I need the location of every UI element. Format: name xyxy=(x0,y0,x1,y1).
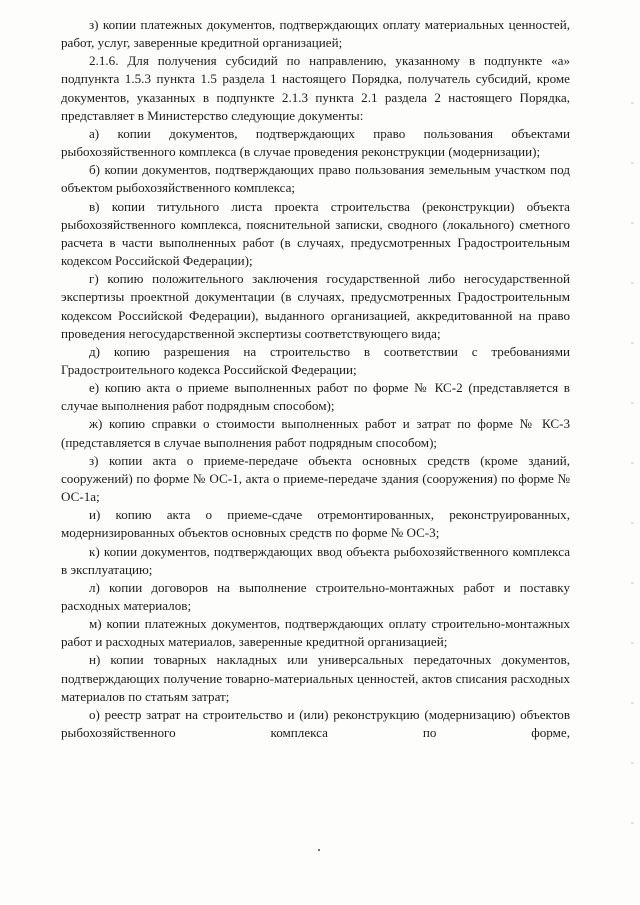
paragraph-o: о) реестр затрат на строительство и (или) реконструкцию (модернизацию) объектов рыбохозяйственного комплекса по форме, xyxy=(61,706,570,741)
paragraph-k: к) копии документов, подтверждающих ввод объекта рыбохозяйственного комплекса в эксплуатацию; xyxy=(61,543,570,577)
paragraph-b: б) копии документов, подтверждающих право пользования земельным участком под объектом рыбохозяйственного комплекса; xyxy=(61,162,570,196)
paragraph-zh: ж) копию справки о стоимости выполненных работ и затрат по форме № КС-3 (представляется в случае выполнения работ подрядным способом); xyxy=(61,416,570,450)
paragraph-g: г) копию положительного заключения государственной либо негосударственной экспертизы проектной документации (в случаях, предусмотренных Градостроительным кодексом Российской Федерации), выданного организацией, аккредитованной на право проведения негосударственной экспертизы соответствующего вида; xyxy=(61,271,570,341)
paragraph-e: е) копию акта о приеме выполненных работ по форме № КС-2 (представляется в случае выполнения работ подрядным способом); xyxy=(61,380,570,414)
paragraph-l: л) копии договоров на выполнение строительно-монтажных работ и поставку расходных материалов; xyxy=(61,579,570,613)
paragraph-n: н) копии товарных накладных или универсальных передаточных документов, подтверждающих получение товарно-материальных ценностей, актов списания расходных материалов по статьям затрат; xyxy=(61,652,570,704)
paragraph-d: д) копию разрешения на строительство в соответствии с требованиями Градостроительного кодекса Российской Федерации; xyxy=(61,343,570,377)
paragraph-a: а) копии документов, подтверждающих право пользования объектами рыбохозяйственного комплекса (в случае проведения реконструкции (модернизации); xyxy=(61,125,570,160)
paragraph-i: и) копию акта о приеме-сдаче отремонтированных, реконструированных, модернизированных объектов основных средств по форме № ОС-3; xyxy=(61,507,570,541)
paragraph-m: м) копии платежных документов, подтверждающих оплату строительно-монтажных работ и расходных материалов, заверенные кредитной организацией; xyxy=(61,616,570,650)
paragraph-z-payment-docs: з) копии платежных документов, подтверждающих оплату материальных ценностей, работ, услуг, заверенные кредитной организацией; xyxy=(61,17,570,51)
scan-speck xyxy=(318,849,320,851)
scan-edge-marks xyxy=(631,80,634,865)
document-page xyxy=(61,16,570,742)
paragraph-2-1-6: 2.1.6. Для получения субсидий по направлению, указанному в подпункте «а» подпункта 1.5.3 пункта 1.5 раздела 1 настоящего Порядка, получатель субсидий, кроме документов, указанных в подпункте 2.1.3 пункта 2.1 раздела 2 настоящего Порядка, представляет в Министерство следующие документы: xyxy=(61,53,570,123)
paragraph-v: в) копии титульного листа проекта строительства (реконструкции) объекта рыбохозяйственного комплекса, пояснительной записки, сводного (локального) сметного расчета в части выполненных работ (в случаях, предусмотренных Градостроительным кодексом Российской Федерации); xyxy=(61,198,570,269)
paragraph-z-acts: з) копии акта о приеме-передаче объекта основных средств (кроме зданий, сооружений) по форме № ОС-1, акта о приеме-передаче здания (сооружения) по форме № ОС-1а; xyxy=(61,452,570,505)
